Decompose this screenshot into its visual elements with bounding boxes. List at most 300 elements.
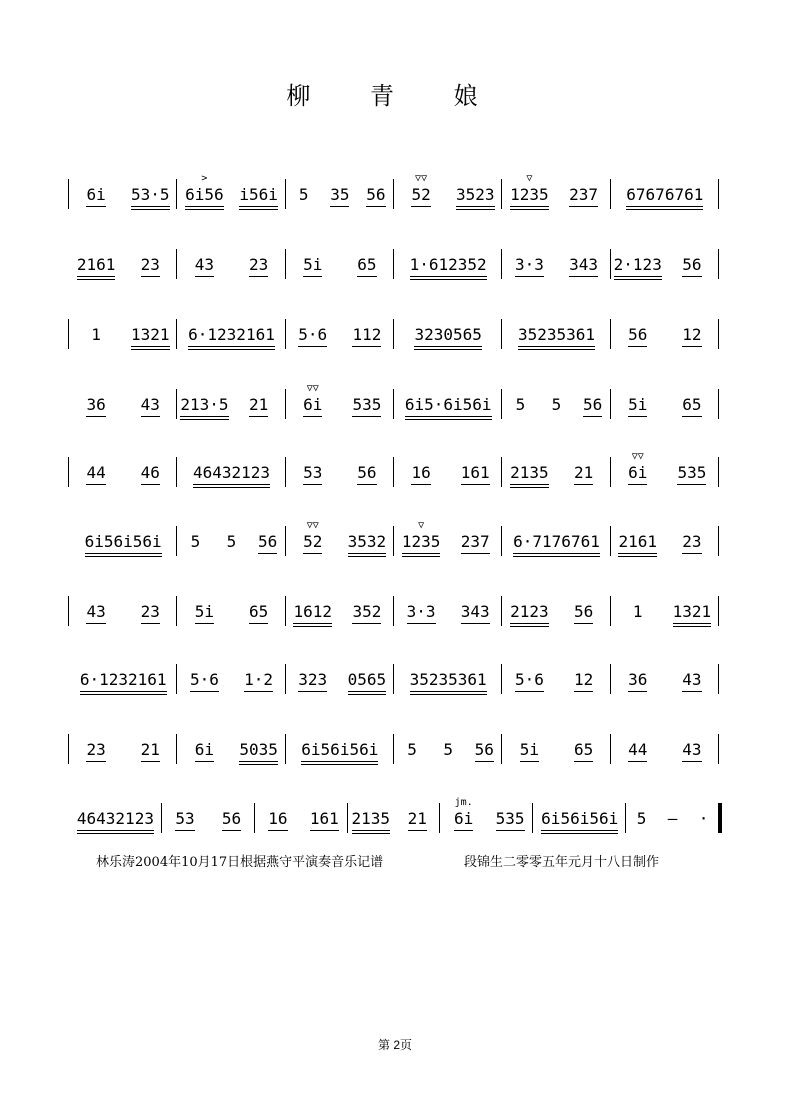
- note-group: [343, 325, 391, 349]
- note-text: –: [667, 809, 678, 828]
- note-text: 6i: [195, 740, 214, 764]
- note-text: 43: [195, 255, 214, 279]
- note-group: [614, 255, 662, 279]
- note-text: 112: [352, 325, 381, 349]
- note-group: [397, 809, 437, 833]
- note-text: 35: [330, 185, 349, 209]
- note-text: 53·5: [131, 185, 170, 209]
- bar-line: [718, 526, 719, 556]
- bar-line: [439, 803, 440, 833]
- note-group: [289, 325, 337, 349]
- note-text: 21: [408, 809, 427, 833]
- note-group: [289, 740, 391, 764]
- bar-line: [393, 319, 394, 349]
- note-group: [541, 395, 571, 419]
- note-group: [578, 395, 608, 419]
- note-group: [180, 255, 228, 279]
- note-text: 52: [303, 532, 322, 556]
- accent-mark: ▽: [418, 520, 425, 531]
- bar-line: [501, 319, 502, 349]
- bar-line: [718, 734, 719, 764]
- note-text: 3532: [348, 532, 387, 556]
- note-text: 5: [407, 740, 417, 759]
- note-text: 343: [461, 602, 490, 626]
- bar-line: [176, 734, 177, 764]
- note-group: [614, 602, 662, 626]
- note-group: [668, 395, 716, 419]
- note-text: 3523: [456, 185, 495, 209]
- note-text: 3230565: [414, 325, 481, 349]
- note-text: 67676761: [626, 185, 703, 209]
- accent-mark: ▽: [526, 173, 533, 184]
- note-group: [235, 740, 283, 764]
- bar-line: [610, 179, 611, 209]
- bar-line: [393, 526, 394, 556]
- note-text: 46: [141, 463, 160, 487]
- note-group: [614, 532, 662, 556]
- notation-row: [64, 245, 726, 285]
- bar-line: [718, 803, 722, 833]
- note-text: 3·3: [515, 255, 544, 279]
- note-group: [289, 602, 337, 626]
- note-group: [443, 797, 483, 833]
- note-text: 65: [249, 602, 268, 626]
- note-text: 53: [303, 463, 322, 487]
- note-group: [235, 185, 283, 209]
- note-text: 65: [357, 255, 376, 279]
- note-group: [668, 670, 716, 694]
- note-text: 1·612352: [410, 255, 487, 279]
- bar-line: [176, 389, 177, 419]
- bar-line: [68, 319, 69, 349]
- note-text: 36: [86, 395, 105, 419]
- note-text: 237: [569, 185, 598, 209]
- notation-row: [64, 315, 726, 355]
- note-text: 56: [222, 809, 241, 833]
- note-text: 343: [569, 255, 598, 279]
- bar-line: [610, 457, 611, 487]
- note-group: [433, 740, 463, 764]
- note-text: 213·5: [180, 395, 228, 419]
- note-group: [560, 185, 608, 209]
- note-text: 5i: [195, 602, 214, 626]
- note-text: 46432123: [193, 463, 270, 487]
- note-text: 2135: [510, 463, 549, 487]
- note-text: 43: [86, 602, 105, 626]
- note-text: 12: [682, 325, 701, 349]
- note-text: 1321: [673, 602, 712, 626]
- note-group: [180, 325, 282, 349]
- note-group: [72, 532, 174, 556]
- note-group: [289, 185, 319, 209]
- bar-line: [176, 596, 177, 626]
- bar-line: [347, 803, 348, 833]
- notation-row: [64, 730, 726, 770]
- note-group: [126, 395, 174, 419]
- note-group: [614, 451, 662, 487]
- note-group: [505, 670, 553, 694]
- bar-line: [532, 803, 533, 833]
- bar-line: [625, 803, 626, 833]
- note-group: [668, 532, 716, 556]
- note-text: 52: [411, 185, 430, 209]
- note-group: [235, 670, 283, 694]
- note-group: [343, 255, 391, 279]
- note-text: 56: [366, 185, 385, 209]
- bar-line: [176, 526, 177, 556]
- bar-line: [254, 803, 255, 833]
- note-text: 6i: [303, 395, 322, 419]
- note-group: [258, 809, 298, 833]
- note-text: 21: [574, 463, 593, 487]
- bar-line: [176, 664, 177, 694]
- transcriber-credit: 林乐涛2004年10月17日根据燕守平演奏音乐记谱: [96, 855, 384, 870]
- note-text: 1235: [510, 185, 549, 209]
- bar-line: [501, 734, 502, 764]
- note-group: [289, 255, 337, 279]
- note-group: [304, 809, 344, 833]
- note-group: [235, 395, 283, 419]
- bar-line: [610, 596, 611, 626]
- note-text: 5i: [628, 395, 647, 419]
- note-group: [691, 809, 716, 833]
- page-number: 第 2页: [377, 1038, 412, 1052]
- note-group: [289, 463, 337, 487]
- note-text: 23: [682, 532, 701, 556]
- note-text: 535: [677, 463, 706, 487]
- bar-line: [718, 179, 719, 209]
- note-text: 5: [443, 740, 453, 759]
- note-group: [289, 670, 337, 694]
- note-group: [211, 809, 251, 833]
- bar-line: [393, 457, 394, 487]
- note-text: 6i: [628, 463, 647, 487]
- note-group: [668, 740, 716, 764]
- note-text: 1321: [131, 325, 170, 349]
- note-text: 65: [574, 740, 593, 764]
- note-group: [560, 670, 608, 694]
- bar-line: [285, 664, 286, 694]
- bar-line: [68, 457, 69, 487]
- note-group: [505, 173, 553, 209]
- bar-line: [176, 457, 177, 487]
- bar-line: [176, 319, 177, 349]
- note-text: 56: [682, 255, 701, 279]
- note-text: 56: [258, 532, 277, 556]
- note-group: [343, 395, 391, 419]
- note-text: 44: [628, 740, 647, 764]
- bar-line: [610, 526, 611, 556]
- note-text: 6i: [454, 809, 473, 833]
- note-text: 16: [268, 809, 287, 833]
- note-text: 161: [461, 463, 490, 487]
- note-text: 5·6: [190, 670, 219, 694]
- notation-row: [64, 799, 726, 839]
- bar-line: [718, 596, 719, 626]
- note-group: [289, 383, 337, 419]
- note-group: [126, 463, 174, 487]
- bar-line: [501, 596, 502, 626]
- note-group: [668, 255, 716, 279]
- note-group: [397, 670, 499, 694]
- note-group: [469, 740, 499, 764]
- note-text: 56: [357, 463, 376, 487]
- note-group: [490, 809, 530, 833]
- note-group: [343, 532, 391, 556]
- note-group: [451, 185, 499, 209]
- note-text: 1235: [402, 532, 441, 556]
- bar-line: [68, 179, 69, 209]
- note-group: [361, 185, 391, 209]
- note-text: 2161: [618, 532, 657, 556]
- note-text: 1612: [293, 602, 332, 626]
- note-text: 5035: [239, 740, 278, 764]
- bar-line: [393, 389, 394, 419]
- accent-mark: jm.: [454, 797, 473, 808]
- note-text: 5·6: [515, 670, 544, 694]
- bar-line: [68, 596, 69, 626]
- note-text: 65: [682, 395, 701, 419]
- note-text: 23: [249, 255, 268, 279]
- note-group: [235, 602, 283, 626]
- bar-line: [285, 319, 286, 349]
- note-group: [253, 532, 283, 556]
- note-text: 535: [352, 395, 381, 419]
- note-text: 5: [226, 532, 237, 551]
- bar-line: [501, 457, 502, 487]
- note-group: [343, 463, 391, 487]
- note-group: [505, 395, 535, 419]
- note-group: [614, 740, 662, 764]
- bar-line: [610, 664, 611, 694]
- bar-line: [501, 664, 502, 694]
- note-group: [397, 740, 427, 764]
- note-group: [629, 809, 654, 833]
- note-text: 23: [141, 602, 160, 626]
- note-text: 56: [628, 325, 647, 349]
- note-text: 43: [682, 740, 701, 764]
- note-text: 44: [86, 463, 105, 487]
- note-group: [72, 602, 120, 626]
- note-text: 36: [628, 670, 647, 694]
- note-text: 23: [86, 740, 105, 764]
- bar-line: [501, 179, 502, 209]
- bar-line: [285, 389, 286, 419]
- note-text: 0565: [348, 670, 387, 694]
- bar-line: [501, 526, 502, 556]
- note-group: [505, 602, 553, 626]
- note-group: [505, 325, 607, 349]
- note-group: [72, 809, 159, 833]
- bar-line: [285, 734, 286, 764]
- note-group: [668, 602, 716, 626]
- note-group: [126, 325, 174, 349]
- note-group: [343, 602, 391, 626]
- bar-line: [393, 664, 394, 694]
- note-text: 352: [352, 602, 381, 626]
- note-group: [180, 740, 228, 764]
- note-text: 323: [298, 670, 327, 694]
- note-group: [505, 740, 553, 764]
- note-text: 1·2: [244, 670, 273, 694]
- accent-mark: ▽▽: [415, 173, 428, 184]
- note-group: [397, 520, 445, 556]
- note-text: 56: [475, 740, 494, 764]
- notation-row: [64, 453, 726, 493]
- bar-line: [501, 389, 502, 419]
- note-text: 43: [682, 670, 701, 694]
- note-group: [505, 255, 553, 279]
- note-group: [614, 325, 662, 349]
- note-group: [289, 520, 337, 556]
- note-group: [180, 173, 228, 209]
- note-text: 21: [141, 740, 160, 764]
- accent-mark: ▽▽: [306, 520, 319, 531]
- bar-line: [610, 389, 611, 419]
- bar-line: [285, 179, 286, 209]
- bar-line: [285, 596, 286, 626]
- note-text: 5: [551, 395, 562, 414]
- note-group: [536, 809, 623, 833]
- note-text: ·: [698, 809, 709, 828]
- note-text: 161: [310, 809, 339, 833]
- bar-line: [176, 249, 177, 279]
- note-text: 5i: [303, 255, 322, 279]
- note-group: [72, 740, 120, 764]
- note-group: [180, 463, 282, 487]
- note-text: 35235361: [518, 325, 595, 349]
- note-group: [165, 809, 205, 833]
- note-group: [351, 809, 391, 833]
- note-text: 16: [411, 463, 430, 487]
- note-text: 6i56: [185, 185, 224, 209]
- note-text: 5: [190, 532, 201, 551]
- note-text: 21: [249, 395, 268, 419]
- note-group: [72, 325, 120, 349]
- bar-line: [718, 664, 719, 694]
- note-group: [397, 173, 445, 209]
- note-text: 35235361: [410, 670, 487, 694]
- note-group: [614, 185, 716, 209]
- note-group: [505, 463, 553, 487]
- note-text: 5·6: [298, 325, 327, 349]
- note-text: 53: [175, 809, 194, 833]
- note-text: 6·1232161: [80, 670, 167, 694]
- note-text: 5: [515, 395, 526, 414]
- note-group: [72, 463, 120, 487]
- note-text: 5: [636, 809, 647, 828]
- note-group: [397, 395, 499, 419]
- note-text: 43: [141, 395, 160, 419]
- note-text: 6i56i56i: [301, 740, 378, 764]
- bar-line: [610, 734, 611, 764]
- note-text: 535: [496, 809, 525, 833]
- note-group: [451, 532, 499, 556]
- bar-line: [610, 319, 611, 349]
- note-text: 237: [461, 532, 490, 556]
- note-group: [180, 670, 228, 694]
- note-group: [325, 185, 355, 209]
- note-group: [180, 602, 228, 626]
- bar-line: [393, 249, 394, 279]
- note-group: [397, 602, 445, 626]
- note-group: [235, 255, 283, 279]
- bar-line: [285, 526, 286, 556]
- notation-row: [64, 522, 726, 562]
- bar-line: [610, 249, 611, 279]
- note-text: 6i56i56i: [541, 809, 618, 833]
- note-group: [180, 532, 210, 556]
- accent-mark: ▽▽: [631, 451, 644, 462]
- note-text: 2·123: [614, 255, 662, 279]
- note-group: [180, 395, 228, 419]
- note-text: 6·7176761: [513, 532, 600, 556]
- note-text: 2123: [510, 602, 549, 626]
- note-group: [560, 255, 608, 279]
- note-text: i56i: [239, 185, 278, 209]
- note-group: [72, 185, 120, 209]
- note-text: 12: [574, 670, 593, 694]
- bar-line: [285, 249, 286, 279]
- accent-mark: ▽▽: [306, 383, 319, 394]
- bar-line: [176, 179, 177, 209]
- note-group: [126, 740, 174, 764]
- note-text: 5: [298, 185, 309, 204]
- note-group: [560, 602, 608, 626]
- note-text: 6·1232161: [188, 325, 275, 349]
- note-group: [668, 325, 716, 349]
- accent-mark: >: [201, 173, 208, 184]
- note-text: 6i5·6i56i: [405, 395, 492, 419]
- notation-row: [64, 660, 726, 700]
- note-group: [451, 463, 499, 487]
- note-text: 5i: [520, 740, 539, 764]
- note-text: 56: [574, 602, 593, 626]
- note-text: 2135: [352, 809, 391, 833]
- note-group: [216, 532, 246, 556]
- notation-row: [64, 385, 726, 425]
- note-group: [72, 670, 174, 694]
- producer-credit: 段锦生二零零五年元月十八日制作: [464, 855, 660, 870]
- bar-line: [161, 803, 162, 833]
- bar-line: [718, 319, 719, 349]
- notation-row: [64, 592, 726, 632]
- note-group: [126, 255, 174, 279]
- bar-line: [285, 457, 286, 487]
- note-group: [614, 395, 662, 419]
- note-group: [451, 602, 499, 626]
- note-group: [397, 463, 445, 487]
- note-group: [505, 532, 607, 556]
- note-text: 1: [632, 602, 643, 621]
- score-title: 柳 青 娘: [286, 82, 504, 110]
- note-group: [668, 463, 716, 487]
- note-text: 6i56i56i: [85, 532, 162, 556]
- note-text: 23: [141, 255, 160, 279]
- bar-line: [393, 596, 394, 626]
- note-group: [126, 185, 174, 209]
- note-group: [560, 740, 608, 764]
- note-group: [126, 602, 174, 626]
- note-group: [343, 670, 391, 694]
- note-group: [72, 255, 120, 279]
- note-group: [660, 809, 685, 833]
- note-group: [397, 325, 499, 349]
- note-text: 3·3: [407, 602, 436, 626]
- note-group: [397, 255, 499, 279]
- bar-line: [68, 734, 69, 764]
- note-group: [72, 395, 120, 419]
